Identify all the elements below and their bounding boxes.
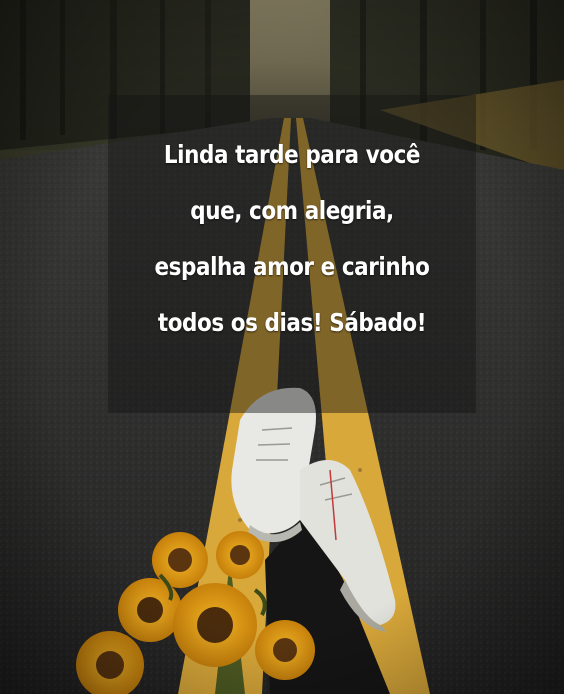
quote-line: todos os dias! Sábado! [157,308,427,337]
quote-line: Linda tarde para você [163,140,421,169]
quote-line: espalha amor e carinho [154,252,430,281]
quote-line: que, com alegria, [190,196,394,225]
quote-text [134,127,450,351]
